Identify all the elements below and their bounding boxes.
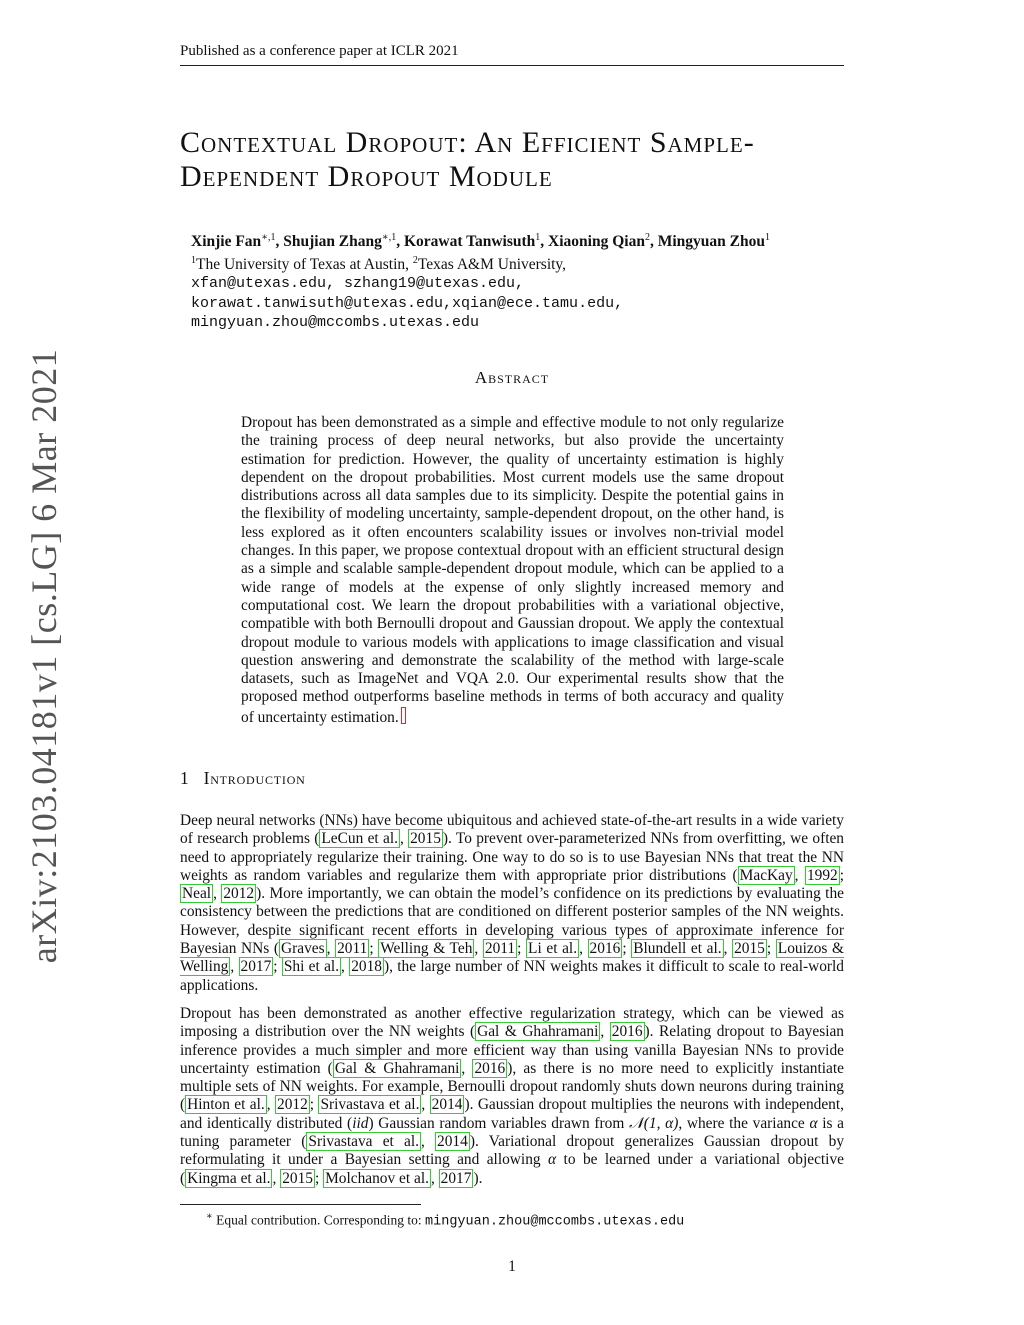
citation-link[interactable]: 2015 bbox=[282, 1169, 313, 1187]
citation-link[interactable]: 2017 bbox=[440, 1169, 472, 1187]
author-sup: ∗,1 bbox=[381, 232, 397, 243]
citation-link[interactable]: Srivastava et al. bbox=[320, 1096, 420, 1114]
intro-paragraph-1: Deep neural networks (NNs) have become ubiquitous and achieved state-of-the-art results in a wide variety of research problems ( LeCun et al. , 2015 ). To prevent over-parameterized NNs from overfitting, we often need to appropriately regularize their training. One way to do so is to use Bayesian NNs that treat the NN weights as random variables and regularize them with appropriate prior distributions ( MacKay , 1992 ; Neal , 2012 ). More importantly, we can obtain the model’s confidence on its predictions by evaluating the consistency between the predictions that are conditioned on different posterior samples of the NN weights. However, despite significant recent efforts in developing various types of approximate inference for Bayesian NNs ( Graves , 2011 ; Welling & Teh , 2011 ; Li et al. , 2016 ; Blundell et al. , 2015 ; Louizos & Welling , 2017 ; Shi et al. , 2018 ), the large number of NN weights makes it difficult to scale to real-world applications. bbox=[180, 812, 844, 994]
abstract-heading: Abstract bbox=[474, 368, 550, 387]
paper-title bbox=[180, 126, 880, 194]
author-name: Mingyuan Zhou bbox=[657, 233, 765, 251]
citation-link[interactable]: 2016 bbox=[474, 1059, 506, 1077]
author-sup: ∗,1 bbox=[261, 232, 276, 243]
email-line[interactable]: korawat.tanwisuth@utexas.edu,xqian@ece.tamu.edu, bbox=[191, 294, 624, 312]
citation-link[interactable]: 2011 bbox=[484, 940, 516, 958]
title-line-1: Contextual Dropout: An Efficient Sample- bbox=[180, 126, 755, 159]
citation-link[interactable]: Blundell et al. bbox=[633, 940, 722, 958]
citation-link[interactable]: Graves bbox=[281, 940, 325, 958]
citation-link[interactable]: 2012 bbox=[277, 1096, 308, 1114]
email-line[interactable]: xfan@utexas.edu, szhang19@utexas.edu, bbox=[191, 275, 525, 293]
author-sup: 1 bbox=[764, 232, 770, 243]
math-iid: iid bbox=[352, 1114, 369, 1132]
section-number: 1 bbox=[180, 768, 190, 788]
citation-link[interactable]: Gal & Ghahramani bbox=[477, 1023, 599, 1041]
annotation-marker bbox=[401, 707, 406, 724]
intro-paragraph-2: Dropout has been demonstrated as another effective regularization strategy, which can be viewed as imposing a distribution over the NN weights ( Gal & Ghahramani , 2016 ). Relating dropout to Bayesian inference provides a much simpler and more efficient way than using vanilla Bayesian NNs to provide uncertainty estimation ( Gal & Ghahramani , 2016 ), as there is no more need to explicitly instantiate multiple sets of NN weights. For example, Bernoulli dropout randomly shuts down neurons during training ( Hinton et al. , 2012 ; Srivastava et al. , 2014 ). Gaussian dropout multiplies the neurons with independent, and identically distributed (iid) Gaussian random variables drawn from 𝒩(1, α), where the variance α is a tuning parameter ( Srivastava et al. , 2014 ). Variational dropout generalizes Gaussian dropout by reformulating it under a Bayesian setting and allowing α to be learned under a variational objective ( Kingma et al. , 2015 ; Molchanov et al. , 2017 ). bbox=[180, 1005, 845, 1187]
math-alpha: α bbox=[548, 1151, 557, 1169]
citation-link[interactable]: Kingma et al. bbox=[187, 1169, 271, 1187]
author-sup: 2 bbox=[644, 232, 650, 243]
citation-link[interactable]: 2014 bbox=[437, 1133, 468, 1151]
math-alpha: α bbox=[809, 1114, 818, 1132]
author-block bbox=[191, 228, 770, 333]
author-name: Xiaoning Qian bbox=[548, 233, 645, 251]
page-number: 1 bbox=[508, 1258, 516, 1275]
abstract-body bbox=[241, 414, 784, 727]
citation-link[interactable]: 2017 bbox=[240, 958, 272, 976]
citation-link[interactable]: MacKay bbox=[739, 866, 793, 884]
citation-link[interactable]: Srivastava et al. bbox=[308, 1133, 419, 1151]
citation-link[interactable]: Hinton et al. bbox=[187, 1096, 265, 1114]
header-rule bbox=[180, 65, 844, 66]
math-normal: 𝒩(1, α) bbox=[629, 1114, 679, 1132]
citation-link[interactable]: 2011 bbox=[337, 940, 368, 958]
section-title: Introduction bbox=[203, 768, 306, 788]
footnote-rule bbox=[180, 1204, 421, 1205]
citation-link[interactable]: Molchanov et al. bbox=[325, 1169, 429, 1187]
footnote-email[interactable]: mingyuan.zhou@mccombs.utexas.edu bbox=[425, 1214, 685, 1230]
citation-link[interactable]: 2018 bbox=[351, 958, 382, 976]
citation-link[interactable]: Welling & Teh bbox=[380, 940, 473, 958]
citation-link[interactable]: LeCun et al. bbox=[321, 830, 398, 848]
author-name: Korawat Tanwisuth bbox=[403, 233, 536, 251]
affiliations: $^1$The University of Texas at Austin, $^2$Texas A&M University, bbox=[191, 255, 567, 274]
email-line[interactable]: mingyuan.zhou@mccombs.utexas.edu bbox=[191, 314, 480, 332]
footnote-mark: ∗ bbox=[206, 1211, 213, 1222]
abstract-text: Dropout has been demonstrated as a simple and effective module to not only regularize the training process of deep neural networks, but also provide the uncertainty estimation for prediction. However, the quality of uncertainty estimation is highly dependent on the dropout probabilities. Most current models use the same dropout distributions across all data samples due to its simplicity. Despite the potential gains in the flexibility of modeling uncertainty, sample-dependent dropout, on the other hand, is less explored as it often encounters scalability issues or involves non-trivial model changes. In this paper, we propose contextual dropout with an efficient structural design as a simple and scalable sample-dependent dropout module, which can be applied to a wide range of models at the expense of only slightly increased memory and computational cost. We learn the dropout probabilities with a variational objective, compatible with both Bernoulli dropout and Gaussian dropout. We apply the contextual dropout module to various models with applications to image classification and visual question answering and demonstrate the scalability of the method with large-scale datasets, such as ImageNet and VQA 2.0. Our experimental results show that the proposed method outperforms baseline methods in terms of both accuracy and quality of uncertainty estimation. bbox=[241, 414, 784, 726]
author-names: Xinjie Fan$^{∗,1}$, Shujian Zhang$^{∗,1}$, Korawat Tanwisuth$^1$, Xiaoning Qian$^2$, Mingyuan Zhou$^1$ bbox=[191, 232, 770, 251]
citation-link[interactable]: Shi et al. bbox=[283, 958, 340, 976]
title-line-2: Dependent Dropout Module bbox=[180, 160, 553, 193]
citation-link[interactable]: Li et al. bbox=[528, 940, 578, 958]
section-heading bbox=[180, 768, 306, 789]
running-header: Published as a conference paper at ICLR 2021 bbox=[180, 43, 459, 59]
author-sup: 1 bbox=[535, 232, 541, 243]
citation-link[interactable]: 2012 bbox=[223, 885, 255, 903]
citation-link[interactable]: 2014 bbox=[431, 1096, 463, 1114]
citation-link[interactable]: 2016 bbox=[611, 1023, 643, 1041]
author-name: Shujian Zhang bbox=[283, 233, 382, 251]
citation-link[interactable]: 1992 bbox=[806, 866, 838, 884]
citation-link[interactable]: Louizos & Welling bbox=[180, 940, 844, 976]
author-name: Xinjie Fan bbox=[191, 233, 262, 251]
affiliation: The University of Texas at Austin, bbox=[196, 256, 413, 274]
citation-link[interactable]: Neal bbox=[182, 885, 212, 903]
citation-link[interactable]: 2015 bbox=[734, 940, 765, 958]
footnote-text: Equal contribution. Corresponding to: bbox=[212, 1212, 426, 1228]
footnote bbox=[206, 1208, 684, 1232]
affiliation: Texas A&M University, bbox=[417, 256, 567, 274]
citation-link[interactable]: 2016 bbox=[589, 940, 621, 958]
citation-link[interactable]: Gal & Ghahramani bbox=[334, 1059, 460, 1077]
arxiv-stamp: arXiv:2103.04181v1 [cs.LG] 6 Mar 2021 bbox=[24, 348, 64, 964]
citation-link[interactable]: 2015 bbox=[410, 830, 441, 848]
